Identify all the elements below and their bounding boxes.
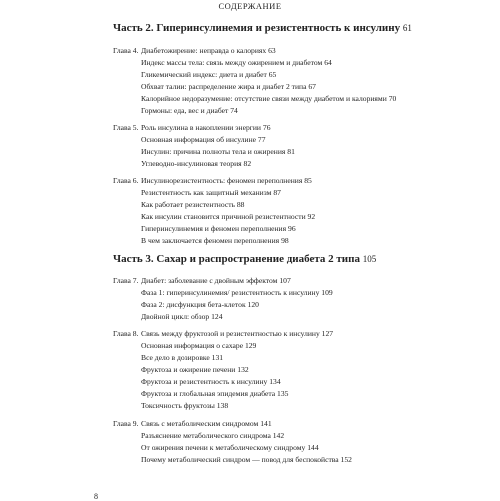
running-header: СОДЕРЖАНИЕ bbox=[218, 1, 282, 11]
part-2-page: 61 bbox=[402, 23, 412, 33]
toc-item: Фруктоза и ожирение печени 132 bbox=[141, 365, 249, 374]
chapter-9-title: Связь с метаболическим синдромом 141 bbox=[141, 419, 272, 428]
page-number: 8 bbox=[94, 492, 98, 501]
toc-item: Почему метаболический синдром — повод для беспокойства 152 bbox=[141, 455, 352, 464]
toc-item: Резистентность как защитный механизм 87 bbox=[141, 188, 281, 197]
chapter-5-title: Роль инсулина в накоплении энергии 76 bbox=[141, 123, 271, 132]
toc-item: Гормоны: еда, вес и диабет 74 bbox=[141, 106, 238, 115]
part-3-page: 105 bbox=[362, 254, 377, 264]
chapter-8-title: Связь между фруктозой и резистентностью к инсулину 127 bbox=[141, 329, 334, 338]
toc-item: Все дело в дозировке 131 bbox=[141, 353, 224, 362]
toc-item: Токсичность фруктозы 138 bbox=[141, 401, 229, 410]
toc-item: Фаза 1: гиперинсулинемия/ резистентность к инсулину 109 bbox=[141, 288, 333, 297]
toc-item: Фруктоза и резистентность к инсулину 134 bbox=[141, 377, 281, 386]
chapter-5-label: Глава 5. bbox=[113, 123, 139, 132]
toc-item: Основная информация об инсулине 77 bbox=[141, 135, 266, 144]
toc-item: Гликемический индекс: диета и диабет 65 bbox=[141, 70, 277, 79]
toc-item: Двойной цикл: обзор 124 bbox=[141, 312, 223, 321]
toc-item: Как работает резистентность 88 bbox=[141, 200, 245, 209]
chapter-4-title: Диабетожирение: неправда о калориях 63 bbox=[141, 46, 276, 55]
toc-item: Основная информация о сахаре 129 bbox=[141, 341, 257, 350]
toc-item: Разъяснение метаболического синдрома 142 bbox=[141, 431, 285, 440]
part-2-title: Часть 2. Гиперинсулинемия и резистентность к инсулину bbox=[113, 22, 401, 34]
toc-item: Как инсулин становится причиной резистентности 92 bbox=[141, 212, 316, 221]
chapter-7-label: Глава 7. bbox=[113, 276, 139, 285]
toc-item: Гиперинсулинемия и феномен переполнения 96 bbox=[141, 224, 296, 233]
toc-item: От ожирения печени к метаболическому синдрому 144 bbox=[141, 443, 319, 452]
part-3-title: Часть 3. Сахар и распространение диабета 2 типа bbox=[113, 253, 360, 265]
toc-item: Инсулин: причина полноты тела и ожирения 81 bbox=[141, 147, 295, 156]
part-2-heading bbox=[113, 22, 412, 34]
chapter-4-label: Глава 4. bbox=[113, 46, 139, 55]
chapter-8-label: Глава 8. bbox=[113, 329, 139, 338]
toc-item: Фаза 2: дисфункция бета-клеток 120 bbox=[141, 300, 259, 309]
chapter-9-label: Глава 9. bbox=[113, 419, 139, 428]
toc-item: В чем заключается феномен переполнения 98 bbox=[141, 236, 289, 245]
chapter-6-title: Инсулинорезистентность: феномен переполнения 85 bbox=[141, 176, 312, 185]
chapter-6-label: Глава 6. bbox=[113, 176, 139, 185]
toc-item: Фруктоза и глобальная эпидемия диабета 135 bbox=[141, 389, 289, 398]
toc-item: Углеводно-инсулиновая теория 82 bbox=[141, 159, 252, 168]
toc-item: Калорийное недоразумение: отсутствие связи между диабетом и калориями 70 bbox=[141, 94, 397, 103]
chapter-7-title: Диабет: заболевание с двойным эффектом 107 bbox=[141, 276, 291, 285]
toc-item: Обхват талии: распределение жира и диабет 2 типа 67 bbox=[141, 82, 316, 91]
toc-item: Индекс массы тела: связь между ожирением и диабетом 64 bbox=[141, 58, 332, 67]
part-3-heading bbox=[113, 253, 376, 265]
